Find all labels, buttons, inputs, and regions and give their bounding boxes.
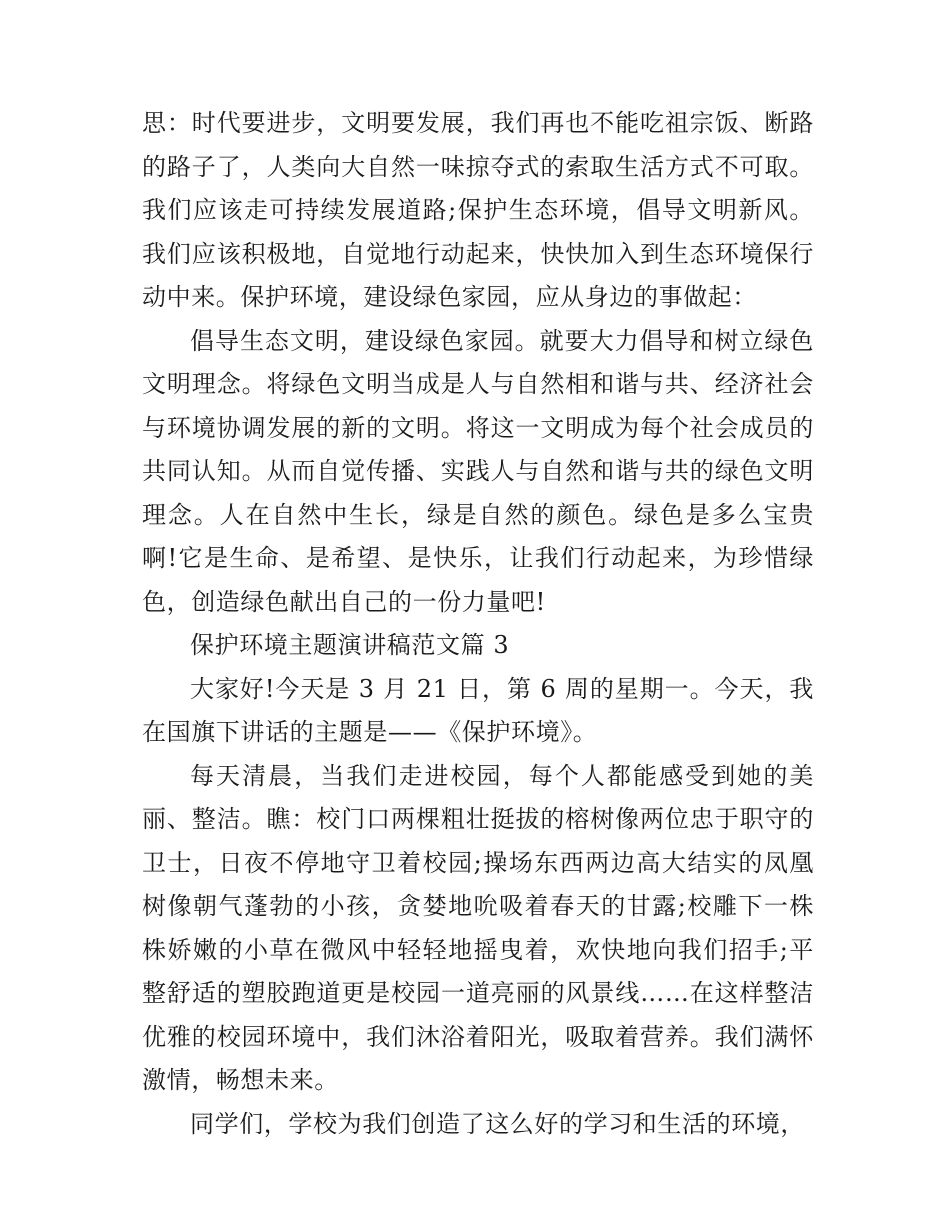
document-body [142,102,814,1146]
paragraph-4: 每天清晨，当我们走进校园，每个人都能感受到她的美丽、整洁。瞧：校门口两棵粗壮挺拔的榕树像两位忠于职守的卫士，日夜不停地守卫着校园;操场东西两边高大结实的凤凰树像朝气蓬勃的小孩，贪婪地吮吸着春天的甘露;校雕下一株株娇嫩的小草在微风中轻轻地摇曳着，欢快地向我们招手;平整舒适的塑胶跑道更是校园一道亮丽的风景线……在这样整洁优雅的校园环境中，我们沐浴着阳光，吸取着营养。我们满怀激情，畅想未来。 [142,761,814,1094]
paragraph-5: 同学们，学校为我们创造了这么好的学习和生活的环境， [190,1109,805,1138]
paragraph-3: 大家好!今天是 3 月 21 日，第 6 周的星期一。今天，我在国旗下讲话的主题是——《保护环境》。 [142,674,814,746]
paragraph-1: 思：时代要进步，文明要发展，我们再也不能吃祖宗饭、断路的路子了，人类向大自然一味掠夺式的索取生活方式不可取。我们应该走可持续发展道路;保护生态环境，倡导文明新风。我们应该积极地，自觉地行动起来，快快加入到生态环境保行动中来。保护环境，建设绿色家园，应从身边的事做起： [142,109,814,311]
paragraph-2: 倡导生态文明，建设绿色家园。就要大力倡导和树立绿色文明理念。将绿色文明当成是人与自然相和谐与共、经济社会与环境协调发展的新的文明。将这一文明成为每个社会成员的共同认知。从而自觉传播、实践人与自然和谐与共的绿色文明理念。人在自然中生长，绿是自然的颜色。绿色是多么宝贵啊!它是生命、是希望、是快乐，让我们行动起来，为珍惜绿色，创造绿色献出自己的一份力量吧! [142,326,814,616]
section-heading: 保护环境主题演讲稿范文篇 3 [190,631,510,659]
